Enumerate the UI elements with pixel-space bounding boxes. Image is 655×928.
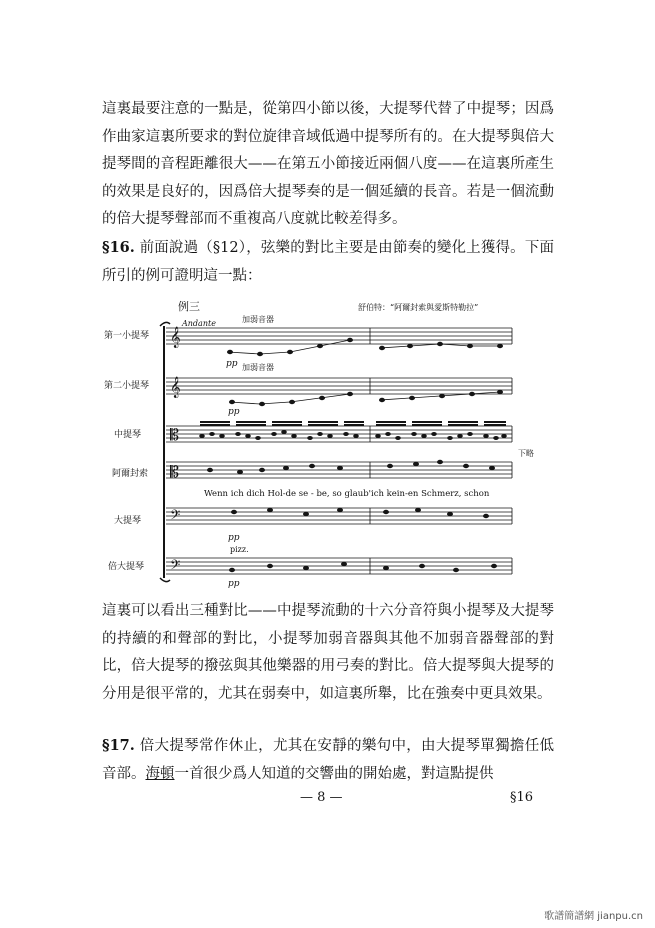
svg-text:𝄢: 𝄢	[170, 557, 181, 576]
instrument-label-cello: 大提琴	[114, 516, 142, 526]
site-watermark: 歌譜簡譜網 jianpu.cn	[544, 911, 643, 922]
tempo-marking: Andante	[182, 319, 216, 328]
dynamic-pp-1: pp	[226, 359, 238, 369]
section-number-16: §16.	[102, 239, 135, 256]
svg-text:𝄡: 𝄡	[170, 462, 179, 481]
mute-mark-2: 加弱音器	[242, 363, 274, 372]
staff-bass	[166, 558, 512, 574]
instrument-label-viola: 中提琴	[114, 430, 142, 440]
svg-text:𝄞: 𝄞	[170, 377, 181, 398]
instrument-label-violin-2: 第二小提琴	[104, 381, 150, 391]
paragraph-2-text: 前面說過（§12），弦樂的對比主要是由節奏的變化上獲得。下面所引的例可證明這一點：	[102, 240, 555, 284]
dynamic-pp-2: pp	[228, 407, 240, 417]
svg-text:𝄢: 𝄢	[170, 507, 181, 526]
paragraph-4-underlined-name: 海頓	[145, 765, 175, 782]
paragraph-3: 這裏可以看出三種對比——中提琴流動的十六分音符與小提琴及大提琴的持續的和聲部的對比，小提琴加弱音器與其他不加弱音器聲部的對比，倍大提琴的撥弦與其他樂器的用弓奏的對比。倍大提琴與大提琴的分用是很平常的，尤其在弱奏中，如這裏所舉，比在強奏中更具效果。	[102, 603, 554, 702]
section-reference: §16	[510, 790, 534, 805]
paragraph-2	[102, 234, 554, 290]
paragraph-4-text-b: 一首很少爲人知道的交響曲的開始處，對這點提供	[174, 765, 494, 782]
dynamic-pp-3: pp	[228, 533, 240, 543]
svg-text:𝄞: 𝄞	[170, 327, 181, 348]
instrument-label-voice: 阿爾封索	[112, 469, 149, 479]
example-label: 例三	[178, 300, 200, 313]
paragraph-1: 這裏最要注意的一點是，從第四小節以後，大提琴代替了中提琴；因爲作曲家這裏所要求的對位旋律音域低過中提琴所有的。在大提琴與倍大提琴間的音程距離很大——在第五小節接近兩個八度——在這裏所產生的效果是良好的，因爲倍大提琴奏的是一個延續的長音。若是一個流動的倍大提琴聲部而不重複高八度就比較差得多。	[102, 101, 554, 227]
page-number: — 8 —	[300, 790, 343, 805]
pizz-mark: pizz.	[230, 545, 249, 554]
score-source: 舒伯特：“阿爾封索與愛斯特勒拉”	[358, 303, 479, 312]
continue-mark: 下略	[518, 449, 534, 458]
lyrics-line: Wenn ich dich Hol-de se - be, so glaub'ich kein-en Schmerz, schon	[204, 489, 490, 499]
mute-mark-1: 加弱音器	[242, 315, 274, 324]
staff-violin-1	[166, 328, 512, 354]
section-number-17: §17.	[102, 737, 135, 754]
dynamic-pp-4: pp	[228, 579, 240, 588]
staff-violin-2	[166, 378, 512, 404]
paragraph-4	[102, 732, 554, 788]
instrument-label-bass: 倍大提琴	[108, 562, 145, 572]
svg-text:𝄡: 𝄡	[170, 425, 179, 444]
instrument-label-violin-1: 第一小提琴	[104, 331, 150, 341]
music-score-example	[100, 296, 540, 588]
paragraph-4-text-a: 倍大提琴常作休止，尤其在安靜的樂句中，由大提琴單獨擔任低音部。	[102, 738, 555, 782]
staff-viola	[166, 426, 512, 442]
